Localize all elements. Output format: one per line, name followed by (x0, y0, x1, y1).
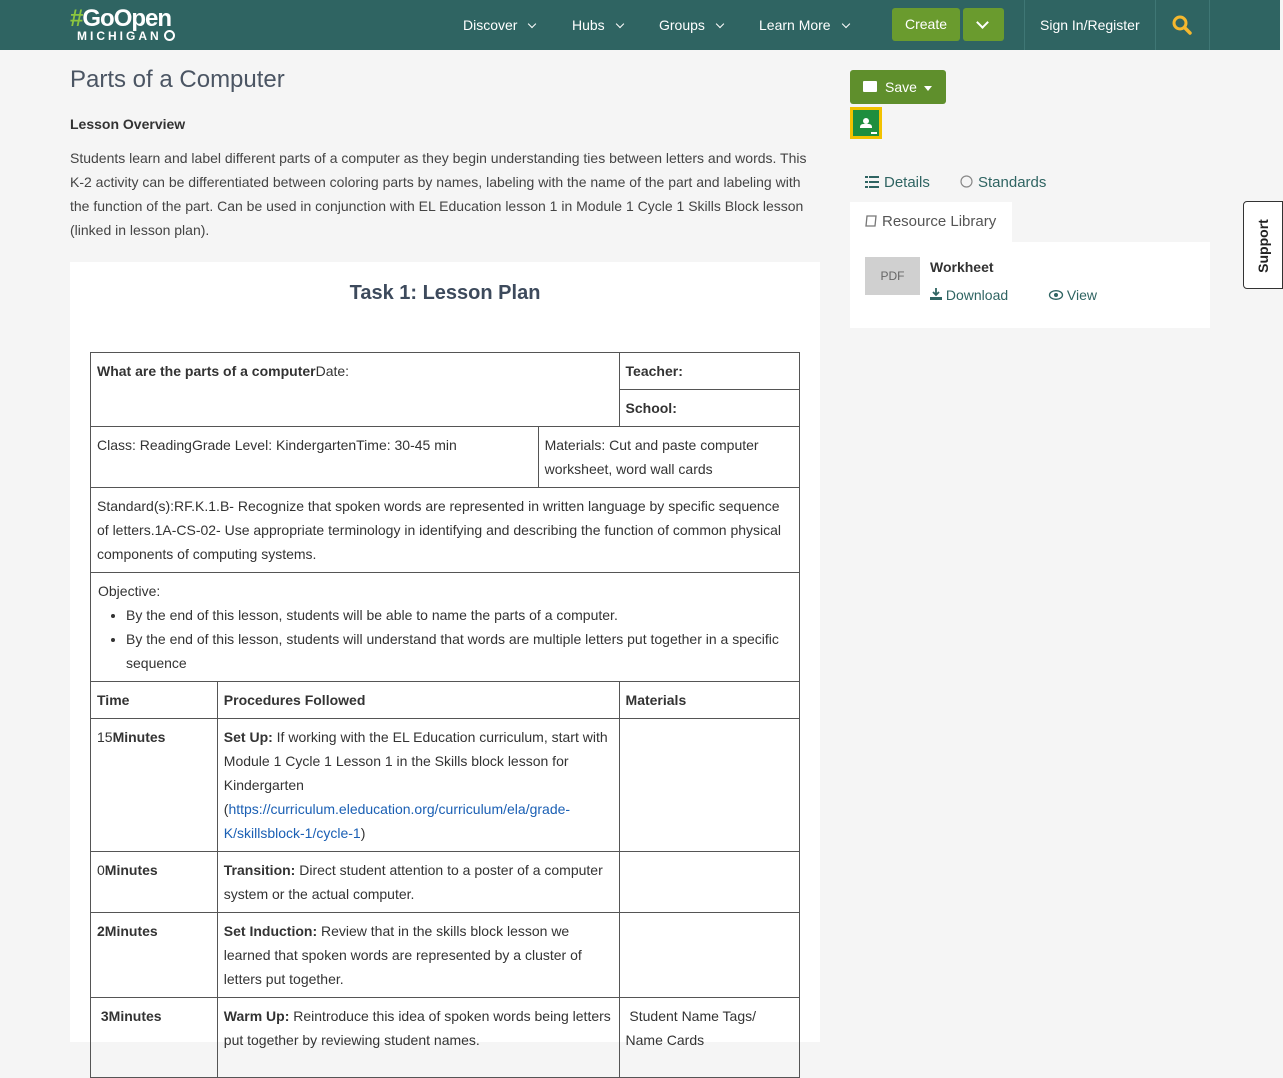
objective-list (126, 603, 793, 675)
eye-icon (1049, 287, 1063, 303)
create-button[interactable]: Create (892, 8, 960, 41)
list-icon (865, 175, 879, 192)
document-viewer (70, 262, 820, 1048)
nav-groups[interactable]: Groups (659, 0, 723, 50)
standards-cell: Standard(s):RF.K.1.B- Recognize that spoken words are represented in written language by specific sequence of letters.1A-CS-02- Use appropriate terminology in identifying and describing the function of common physical components of computing systems. (91, 488, 800, 573)
create-dropdown-button[interactable] (963, 8, 1004, 41)
chevron-down-icon (528, 20, 536, 28)
nav-divider (1024, 0, 1025, 50)
column-header-materials: Materials (619, 682, 799, 719)
download-icon (930, 287, 942, 303)
table-row (91, 998, 800, 1078)
file-name: Workheet (930, 259, 994, 275)
procedure-cell: Set Induction: Review that in the skills block lesson we learned that spoken words are represented by a cluster of letters put together. (217, 913, 619, 998)
support-tab[interactable]: Support (1243, 201, 1283, 289)
google-classroom-share-button[interactable] (850, 107, 882, 139)
search-icon[interactable] (1172, 15, 1192, 35)
lesson-name-cell: What are the parts of a computerDate: (91, 353, 620, 427)
table-row (91, 852, 800, 913)
chevron-down-icon (716, 20, 724, 28)
table-row (91, 913, 800, 998)
time-cell: 2Minutes (91, 913, 218, 998)
school-cell: School: (619, 390, 799, 427)
table-row (91, 488, 800, 573)
table-row (91, 719, 800, 852)
logo-subtext: MICHIGAN (77, 30, 175, 42)
materials-cell (619, 913, 799, 998)
lesson-overview-text: Students learn and label different parts of a computer as they begin understanding ties between letters and words. This K-2 activity can be differentiated between coloring parts by names, labeling with the name of the part and labeling with the function of the part. Can be used in conjunction with EL Education lesson 1 in Module 1 Cycle 1 Skills Block lesson (linked in lesson plan). (70, 150, 807, 238)
column-header-time: Time (91, 682, 218, 719)
save-button[interactable]: Save (850, 70, 946, 104)
logo-line1: GoOpen (82, 5, 172, 32)
column-header-procedures: Procedures Followed (217, 682, 619, 719)
nav-divider (1155, 0, 1156, 50)
download-link[interactable]: Download (930, 287, 1008, 303)
tab-resource-library[interactable]: Resource Library (850, 202, 1012, 242)
chevron-down-icon (615, 20, 623, 28)
table-row (91, 353, 800, 390)
folder-open-icon (863, 81, 877, 92)
procedure-cell: Set Up: If working with the EL Education curriculum, start with Module 1 Cycle 1 Lesson 1 in the Skills block lesson for Kindergarten (https://curriculum.eleducation.org/curriculum/ela/grade-K/skillsblock-1/cycle-1) (217, 719, 619, 852)
logo-text: #GoOpen (70, 5, 172, 32)
lesson-plan-table (90, 352, 800, 1078)
nav-discover[interactable]: Discover (463, 0, 535, 50)
page-title: Parts of a Computer (70, 66, 285, 93)
materials-cell: Student Name Tags/ Name Cards (619, 998, 799, 1078)
nav-divider (1209, 0, 1210, 50)
teacher-cell: Teacher: (619, 353, 799, 390)
chevron-down-icon (841, 20, 849, 28)
nav-hubs[interactable]: Hubs (572, 0, 623, 50)
time-cell: 3Minutes (91, 998, 218, 1078)
curriculum-link[interactable]: https://curriculum.eleducation.org/curriculum/ela/grade-K/skillsblock-1/cycle-1 (223, 801, 571, 841)
time-cell: 0Minutes (91, 852, 218, 913)
sign-in-register-link[interactable]: Sign In/Register (1040, 17, 1140, 33)
pdf-thumbnail[interactable]: PDF (865, 257, 920, 295)
caret-down-icon (924, 86, 932, 91)
list-item: • By the end of this lesson, students will understand that words are multiple letters put together in a specific sequence (126, 627, 793, 675)
google-classroom-icon (853, 110, 879, 136)
tab-standards[interactable]: Standards (960, 174, 1046, 192)
document-title: Task 1: Lesson Plan (349, 282, 541, 304)
objective-cell: Objective: • By the end of this lesson, students will be able to name the parts of a computer. • By the end of this lesson, students will understand that words are multiple letters put together in a specific sequence (91, 573, 800, 682)
table-header-row (91, 682, 800, 719)
top-navbar (0, 0, 1280, 50)
table-row (91, 427, 800, 488)
procedure-cell: Transition: Direct student attention to a poster of a computer system or the actual computer. (217, 852, 619, 913)
tab-details[interactable]: Details (865, 174, 930, 192)
view-link[interactable]: View (1049, 287, 1097, 303)
chevron-down-icon (976, 16, 989, 29)
materials-cell (619, 852, 799, 913)
procedure-cell: Warm Up: Reintroduce this idea of spoken words being letters put together by reviewing student names. (217, 998, 619, 1078)
book-icon (865, 203, 877, 243)
list-item: • By the end of this lesson, students will be able to name the parts of a computer. (126, 603, 793, 627)
time-cell: 15Minutes (91, 719, 218, 852)
resource-library-panel (850, 242, 1210, 328)
lesson-overview-heading: Lesson Overview (70, 116, 186, 132)
class-info-cell: Class: ReadingGrade Level: KindergartenTime: 30-45 min (91, 427, 539, 488)
materials-cell (619, 719, 799, 852)
nav-learn-more[interactable]: Learn More (759, 0, 849, 50)
table-row (91, 573, 800, 682)
materials-info-cell: Materials: Cut and paste computer worksheet, word wall cards (538, 427, 799, 488)
circle-icon (960, 175, 973, 192)
goopen-logo[interactable] (70, 5, 175, 43)
